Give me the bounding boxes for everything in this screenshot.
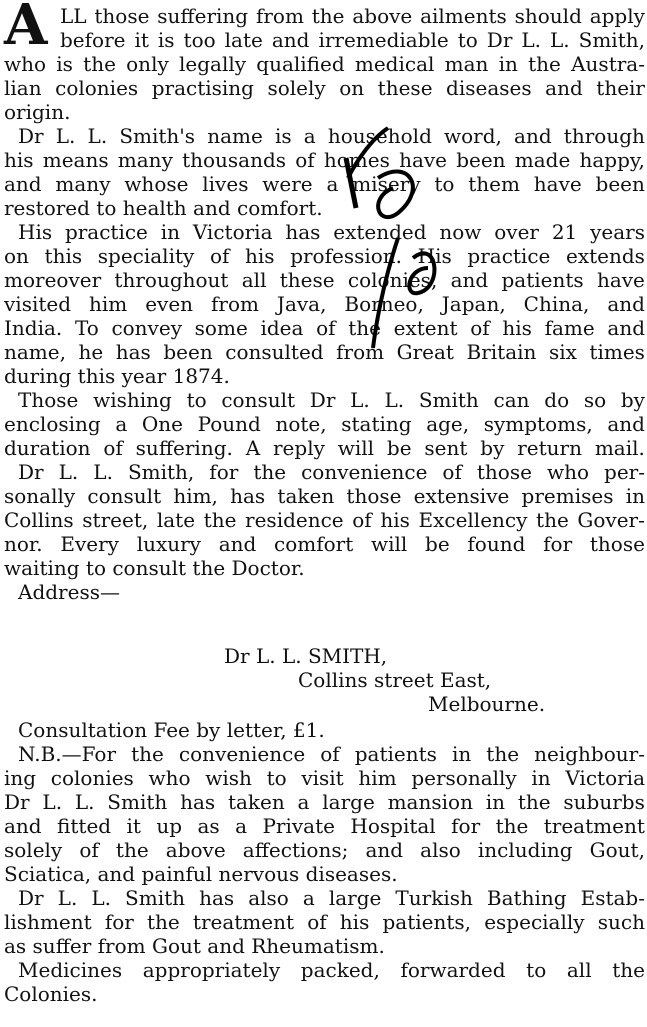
text-line: restored to health and comfort.: [4, 196, 323, 220]
text-line: Colonies.: [4, 982, 98, 1006]
text-line: Dr L. L. Smith has taken a large mansion in the suburbs: [4, 790, 645, 814]
text-line: as suffer from Gout and Rheumatism.: [4, 934, 385, 958]
text-line: N.B.—For the convenience of patients in the neighbour-: [18, 742, 645, 766]
text-line: and many whose lives were a misery to them have been: [4, 172, 645, 196]
text-line: Address—: [18, 580, 120, 604]
text-line: on this speciality of his profession. His practice extends: [4, 244, 645, 268]
text-line: origin.: [4, 100, 71, 124]
text-line: during this year 1874.: [4, 364, 230, 388]
text-line: Dr L. L. Smith's name is a household word, and through: [18, 124, 645, 148]
text-line: solely of the above affections; and also including Gout,: [4, 838, 645, 862]
text-line: his means many thousands of homes have been made happy,: [4, 148, 645, 172]
text-line: lishment for the treatment of his patients, especially such: [4, 910, 645, 934]
text-line: nor. Every luxury and comfort will be found for those: [4, 532, 645, 556]
text-line: enclosing a One Pound note, stating age, symptoms, and: [4, 412, 645, 436]
address-city: Melbourne.: [428, 692, 546, 716]
text-line: before it is too late and irremediable to Dr L. L. Smith,: [60, 28, 645, 52]
text-line: Sciatica, and painful nervous diseases.: [4, 862, 398, 886]
text-line: India. To convey some idea of the extent of his fame and: [4, 316, 645, 340]
text-line: Consultation Fee by letter, £1.: [18, 718, 325, 742]
address-name: Dr L. L. SMITH,: [224, 644, 388, 668]
text-line: who is the only legally qualified medical man in the Austra-: [4, 52, 645, 76]
text-line: and fitted it up as a Private Hospital for the treatment: [4, 814, 645, 838]
text-line: ing colonies who wish to visit him personally in Victoria: [4, 766, 645, 790]
text-line: Dr L. L. Smith, for the convenience of those who per-: [18, 460, 645, 484]
text-line: waiting to consult the Doctor.: [4, 556, 305, 580]
text-line: lian colonies practising solely on these diseases and their: [4, 76, 645, 100]
text-line: LL those suffering from the above ailments should apply: [60, 4, 645, 28]
text-line: duration of suffering. A reply will be sent by return mail.: [4, 436, 645, 460]
address-street: Collins street East,: [298, 668, 492, 692]
drop-cap: A: [4, 0, 48, 58]
text-line: His practice in Victoria has extended now over 21 years: [18, 220, 645, 244]
text-line: Collins street, late the residence of his Excellency the Gover-: [4, 508, 645, 532]
text-line: Those wishing to consult Dr L. L. Smith can do so by: [18, 388, 645, 412]
text-line: name, he has been consulted from Great Britain six times: [4, 340, 645, 364]
text-line: Medicines appropriately packed, forwarded to all the: [18, 958, 645, 982]
text-line: visited him even from Java, Borneo, Japan, China, and: [4, 292, 645, 316]
text-line: moreover throughout all these colonies, and patients have: [4, 268, 645, 292]
text-line: Dr L. L. Smith has also a large Turkish Bathing Estab-: [18, 886, 645, 910]
text-line: sonally consult him, has taken those extensive premises in: [4, 484, 645, 508]
